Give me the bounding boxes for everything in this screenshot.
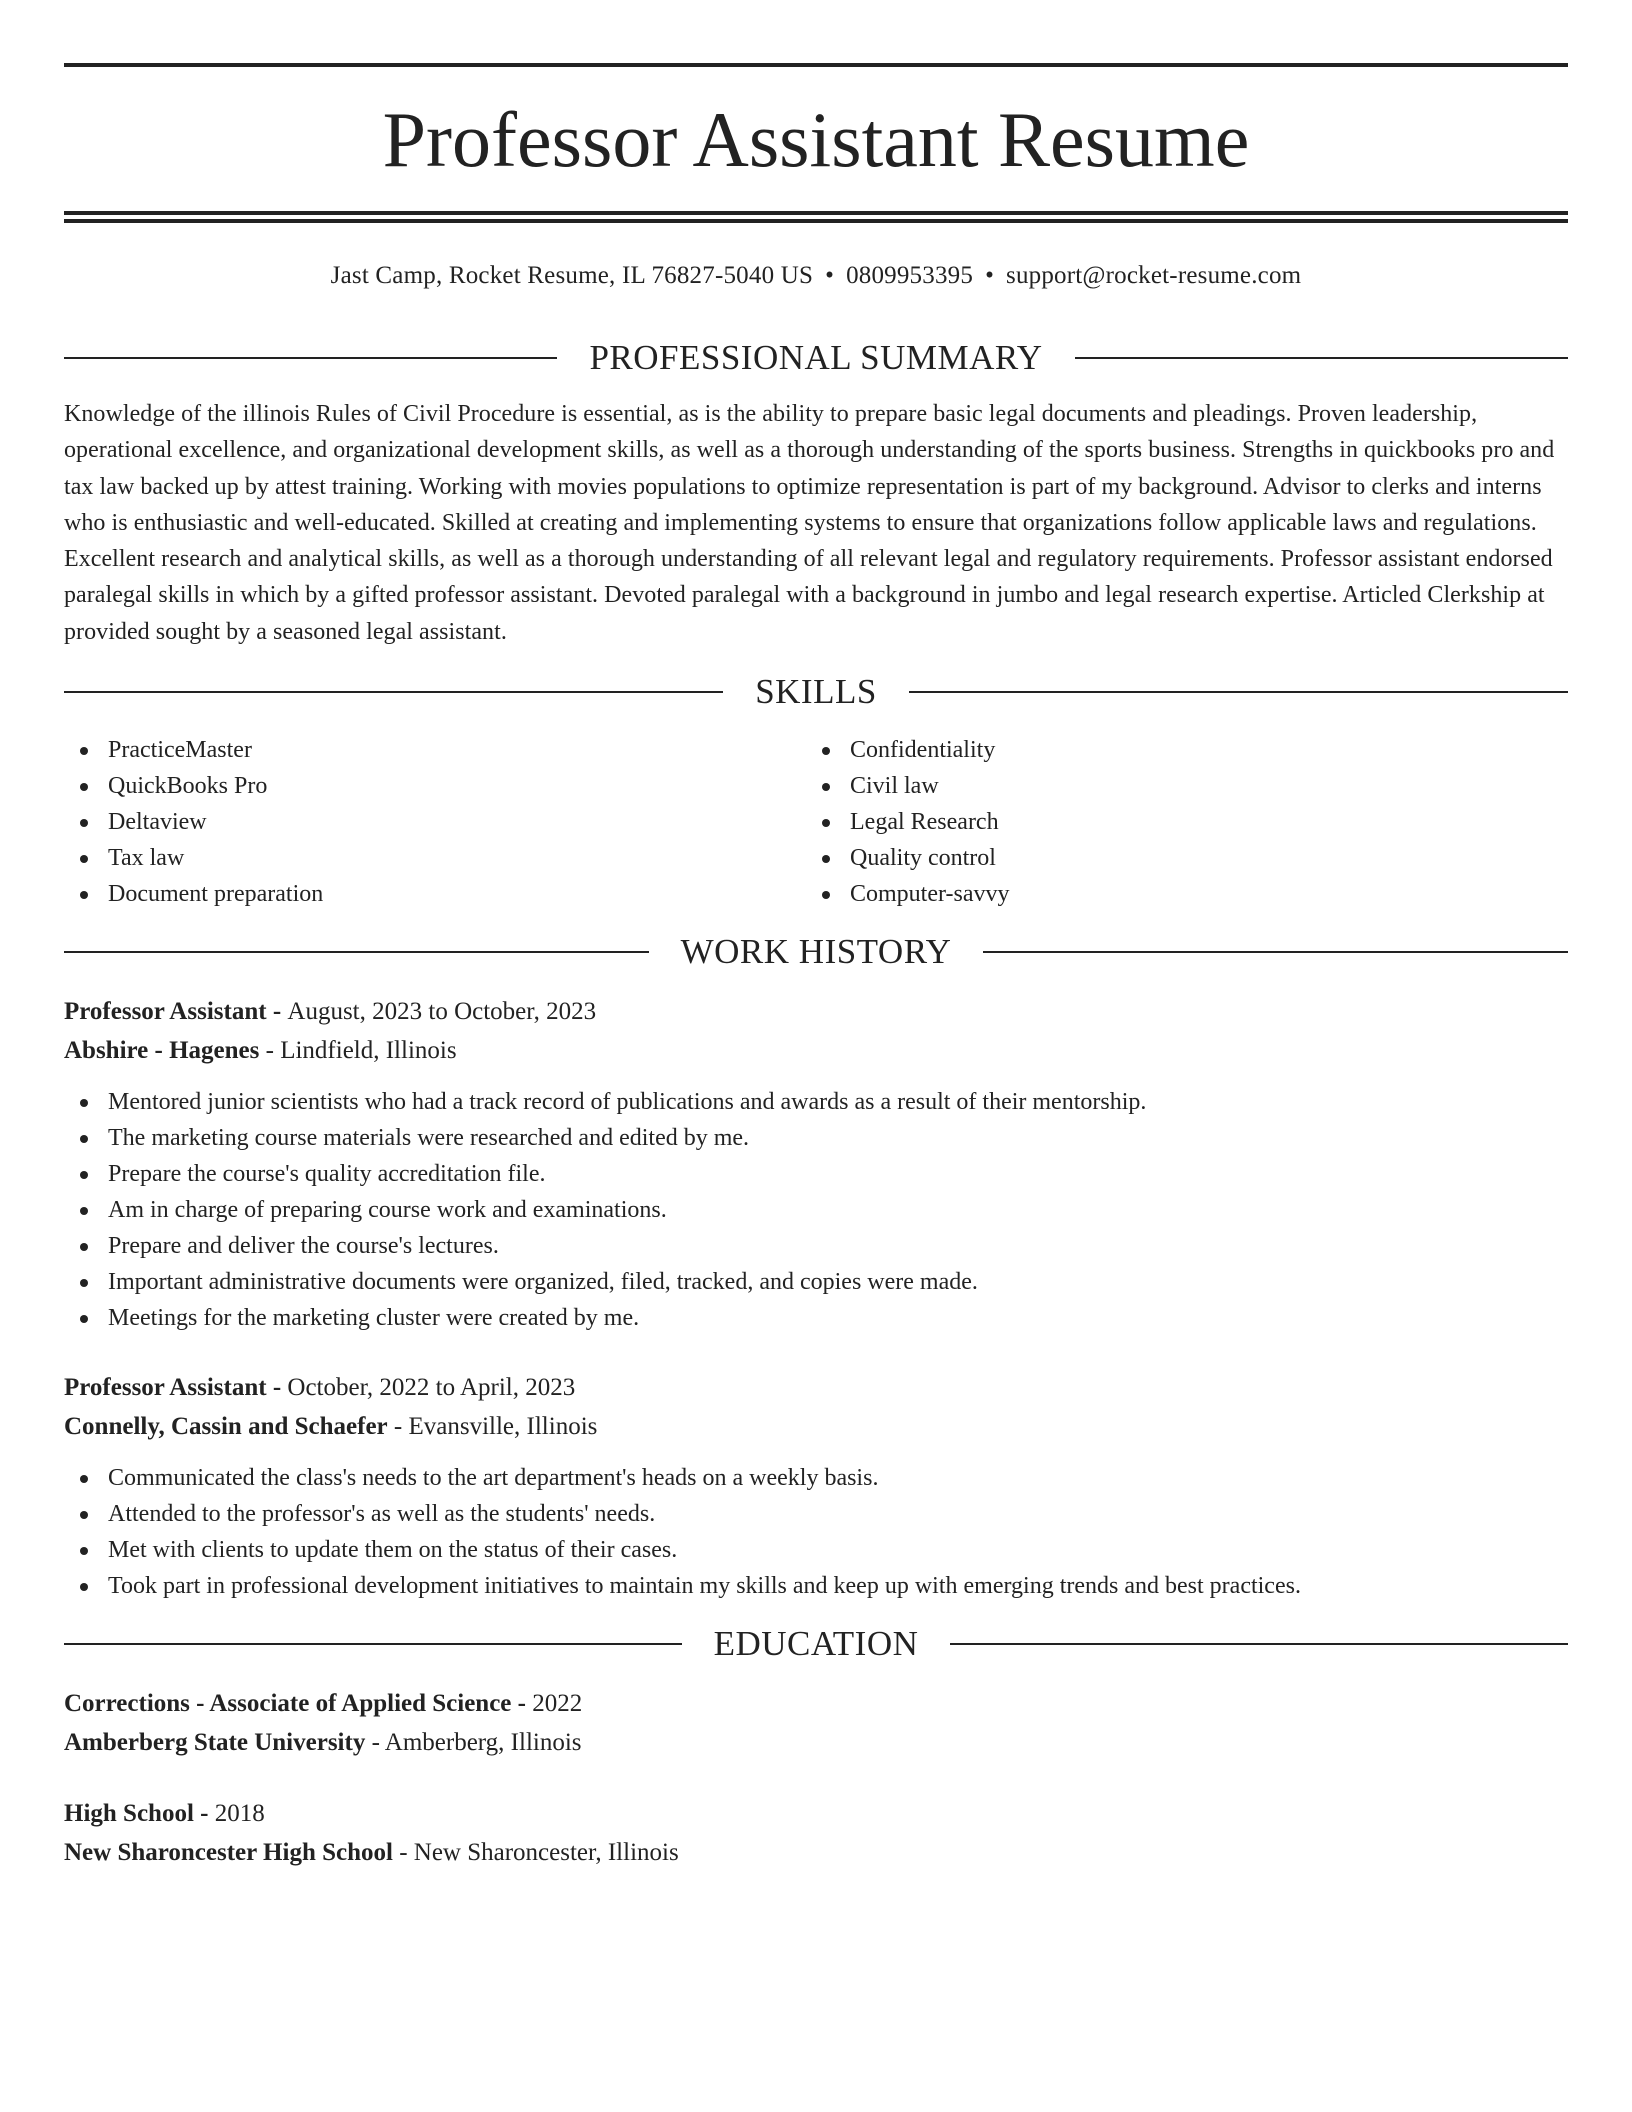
education-school: Amberberg State University	[64, 1729, 366, 1757]
section-title-education: EDUCATION	[713, 1624, 919, 1664]
education-year: 2022	[532, 1690, 583, 1718]
section-rule	[64, 951, 649, 953]
section-rule	[1075, 357, 1568, 359]
job-bullet: Attended to the professor's as well as the students' needs.	[64, 1496, 1568, 1532]
job-company-line: Connelly, Cassin and Schaefer - Evansville, Illinois	[64, 1413, 598, 1441]
contact-separator: •	[825, 262, 835, 289]
job-title: Professor Assistant	[64, 998, 267, 1026]
job-bullet: Mentored junior scientists who had a track record of publications and awards as a result of their mentorship.	[64, 1084, 1568, 1120]
skill-item: Tax law	[64, 840, 806, 876]
job-bullet: The marketing course materials were researched and edited by me.	[64, 1120, 1568, 1156]
section-rule	[64, 1643, 682, 1645]
education-entry	[64, 1684, 1568, 1762]
job-bullet: Am in charge of preparing course work and examinations.	[64, 1192, 1568, 1228]
section-rule	[64, 691, 723, 693]
education-degree: Corrections - Associate of Applied Science	[64, 1690, 512, 1718]
job-bullets	[64, 1084, 1568, 1336]
section-header-summary	[64, 336, 1568, 380]
section-header-education	[64, 1622, 1568, 1666]
job-company: Abshire - Hagenes	[64, 1037, 260, 1065]
skill-item: Quality control	[806, 840, 1548, 876]
section-title-work: WORK HISTORY	[680, 932, 952, 972]
job-entry	[64, 992, 1568, 1336]
section-title-skills: SKILLS	[755, 672, 877, 712]
education-year: 2018	[214, 1800, 265, 1828]
job-dates: August, 2023 to October, 2023	[287, 998, 597, 1026]
contact-line	[64, 256, 1568, 296]
job-bullets	[64, 1460, 1568, 1604]
job-bullet: Prepare and deliver the course's lectures.	[64, 1228, 1568, 1264]
job-title-line: Professor Assistant - October, 2022 to April, 2023	[64, 1374, 576, 1402]
page-title: Professor Assistant Resume	[382, 96, 1250, 183]
job-location: Lindfield, Illinois	[280, 1037, 457, 1065]
top-rule	[64, 63, 1568, 67]
education-degree: High School	[64, 1800, 194, 1828]
job-dates: October, 2022 to April, 2023	[287, 1374, 576, 1402]
job-bullet: Prepare the course's quality accreditation file.	[64, 1156, 1568, 1192]
title-double-rule	[64, 211, 1568, 223]
skill-item: PracticeMaster	[64, 732, 806, 768]
skill-item: Confidentiality	[806, 732, 1548, 768]
job-bullet: Communicated the class's needs to the art department's heads on a weekly basis.	[64, 1460, 1568, 1496]
job-bullet: Took part in professional development initiatives to maintain my skills and keep up with emerging trends and best practices.	[64, 1568, 1568, 1604]
education-degree-line: High School - 2018	[64, 1800, 265, 1828]
job-title-line: Professor Assistant - August, 2023 to October, 2023	[64, 998, 597, 1026]
education-location: New Sharoncester, Illinois	[413, 1839, 679, 1867]
skill-item: QuickBooks Pro	[64, 768, 806, 804]
education-school-line: Amberberg State University - Amberberg, Illinois	[64, 1729, 582, 1757]
skill-item: Deltaview	[64, 804, 806, 840]
job-title: Professor Assistant	[64, 1374, 267, 1402]
contact-phone: 0809953395	[846, 262, 974, 289]
skill-item: Computer-savvy	[806, 876, 1548, 912]
resume-page	[64, 63, 1568, 1872]
section-rule	[950, 1643, 1568, 1645]
job-bullet: Important administrative documents were organized, filed, tracked, and copies were made.	[64, 1264, 1568, 1300]
section-title-summary: PROFESSIONAL SUMMARY	[589, 338, 1043, 377]
contact-email: support@rocket-resume.com	[1006, 262, 1302, 289]
education-school: New Sharoncester High School	[64, 1839, 393, 1867]
job-bullet: Meetings for the marketing cluster were created by me.	[64, 1300, 1568, 1336]
contact-separator: •	[985, 262, 995, 289]
skill-item: Legal Research	[806, 804, 1548, 840]
summary-paragraph: Knowledge of the illinois Rules of Civil Procedure is essential, as is the ability to prepare basic legal documents and pleadings. Proven leadership, operational excellence, and organizational development skills, as well as a thorough understanding of the sports business. Strengths in quickbooks pro and tax law backed up by attest training. Working with movies populations to optimize representation is part of my background. Advisor to clerks and interns who is enthusiastic and well-educated. Skilled at creating and implementing systems to ensure that organizations follow applicable laws and regulations. Excellent research and analytical skills, as well as a thorough understanding of all relevant legal and regulatory requirements. Professor assistant endorsed paralegal skills in which by a gifted professor assistant. Devoted paralegal with a background in jumbo and legal research expertise. Articled Clerkship at provided sought by a seasoned legal assistant.	[64, 401, 1555, 645]
contact-address: Jast Camp, Rocket Resume, IL 76827-5040 US	[330, 262, 814, 289]
job-bullet: Met with clients to update them on the status of their cases.	[64, 1532, 1568, 1568]
skill-item: Document preparation	[64, 876, 806, 912]
education-entry	[64, 1794, 1568, 1872]
education-location: Amberberg, Illinois	[384, 1729, 582, 1757]
skills-column-right	[806, 732, 1548, 912]
job-entry	[64, 1368, 1568, 1604]
job-company: Connelly, Cassin and Schaefer	[64, 1413, 388, 1441]
education-school-line: New Sharoncester High School - New Sharoncester, Illinois	[64, 1839, 679, 1867]
section-rule	[983, 951, 1568, 953]
job-location: Evansville, Illinois	[408, 1413, 598, 1441]
job-company-line: Abshire - Hagenes - Lindfield, Illinois	[64, 1037, 457, 1065]
education-degree-line: Corrections - Associate of Applied Science - 2022	[64, 1690, 583, 1718]
section-header-skills	[64, 670, 1568, 714]
skills-list	[64, 732, 1568, 912]
skills-column-left	[64, 732, 806, 912]
section-rule	[909, 691, 1568, 693]
section-rule	[64, 357, 557, 359]
section-header-work	[64, 930, 1568, 974]
skill-item: Civil law	[806, 768, 1548, 804]
